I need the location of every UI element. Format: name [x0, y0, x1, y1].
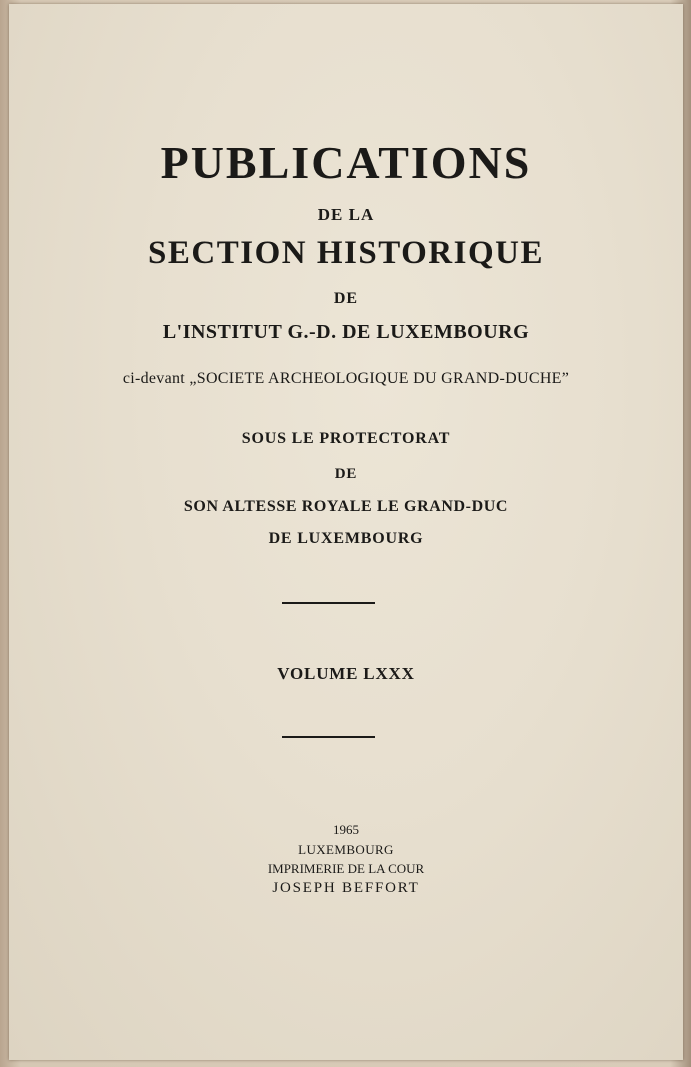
patronage-heading: SOUS LE PROTECTORAT: [241, 430, 451, 447]
printer-label: IMPRIMERIE DE LA COUR: [267, 861, 425, 876]
publication-city: LUXEMBOURG: [298, 842, 394, 857]
former-name: ci-devant „SOCIETE ARCHEOLOGIQUE DU GRAND-DUCHE”: [122, 370, 570, 387]
main-title: PUBLICATIONS: [160, 137, 532, 188]
volume-number: VOLUME LXXX: [277, 664, 415, 683]
printer-name: JOSEPH BEFFORT: [272, 880, 420, 896]
section-title: SECTION HISTORIQUE: [148, 235, 544, 271]
divider-top: [282, 602, 375, 604]
publication-year: 1965: [333, 822, 359, 837]
subtitle-de-la: DE LA: [317, 205, 375, 224]
patronage-de: DE: [334, 466, 358, 482]
institute-name: L'INSTITUT G.-D. DE LUXEMBOURG: [162, 321, 530, 343]
subtitle-de: DE: [333, 290, 359, 307]
title-page: [9, 4, 683, 1060]
patron-title: SON ALTESSE ROYALE LE GRAND-DUC: [183, 498, 509, 515]
patron-country: DE LUXEMBOURG: [268, 530, 424, 547]
divider-bottom: [282, 736, 375, 738]
